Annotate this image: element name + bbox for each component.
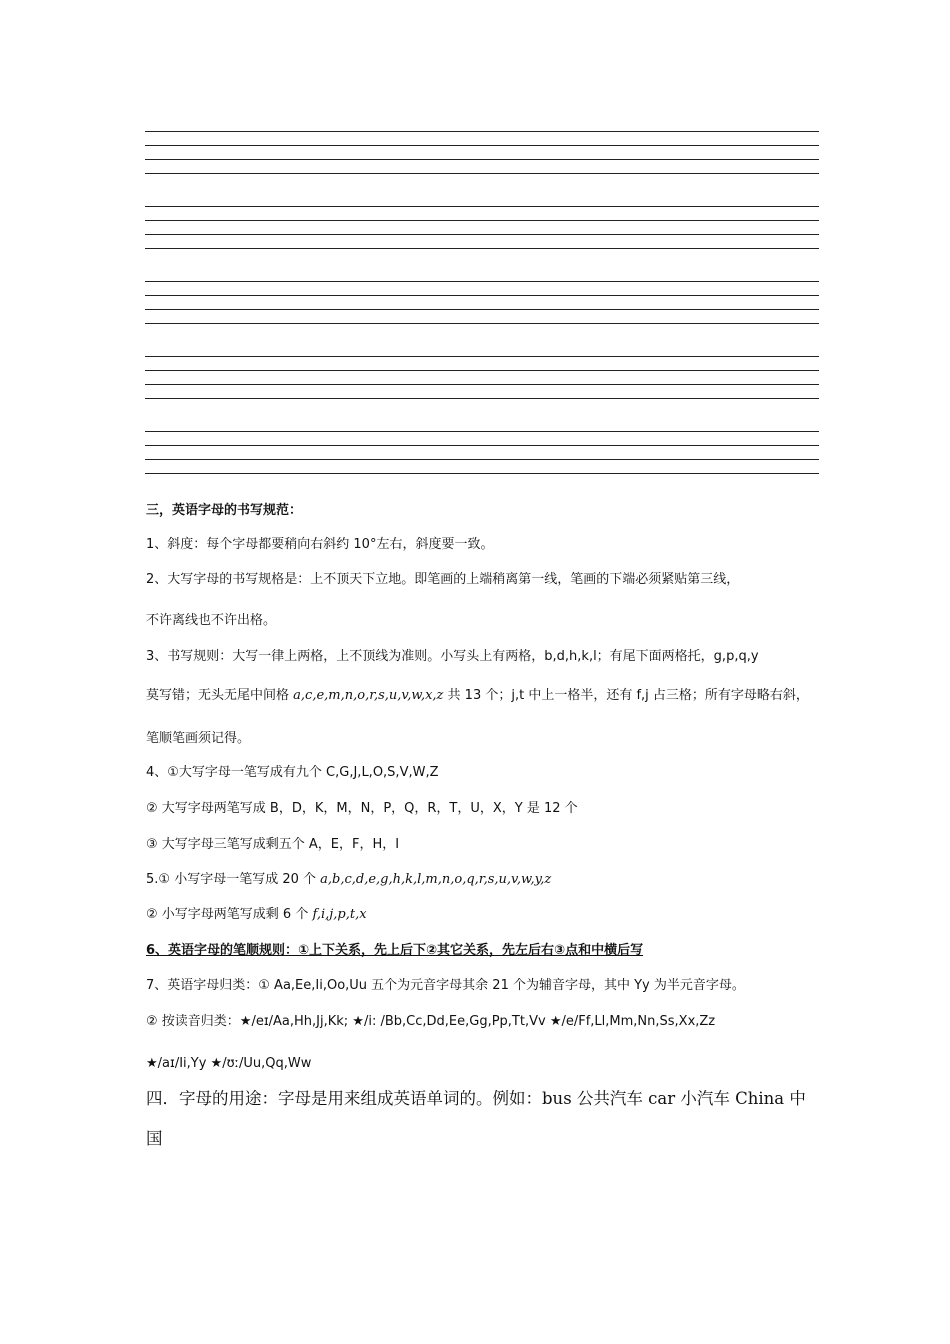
lower-one-stroke-letters: a,b,c,d,e,g,h,k,l,m,n,o,q,r,s,u,v,w,y,z xyxy=(320,872,552,887)
rule-1-slant: 1、斜度：每个字母都要稍向右斜约 10°左右，斜度要一致。 xyxy=(146,537,494,552)
rule-4-three-strokes: ③ 大写字母三笔写成剩五个 A，E，F，H，I xyxy=(146,837,400,852)
staff-5 xyxy=(145,429,819,475)
staff-3 xyxy=(145,279,819,325)
rule-3-writing-b-pre: 莫写错；无头无尾中间格 xyxy=(146,688,290,703)
section-4-line-2: 国 xyxy=(146,1129,163,1148)
rule-7-classification: 7、英语字母归类：① Aa,Ee,Ii,Oo,Uu 五个为元音字母其余 21 个为辅音字母，其中 Yy 为半元音字母。 xyxy=(146,978,745,993)
rule-6-stroke-order: 6、英语字母的笔顺规则：①上下关系，先上后下②其它关系，先左后右③点和中横后写 xyxy=(146,943,644,958)
middle-letters: a,c,e,m,n,o,r,s,u,v,w,x,z xyxy=(293,688,444,703)
lower-two-stroke-letters: f,i,j,p,t,x xyxy=(312,907,367,922)
staff-1 xyxy=(145,129,819,175)
staff-4 xyxy=(145,354,819,400)
writing-staves xyxy=(145,129,819,504)
rule-4-two-strokes: ② 大写字母两笔写成 B，D，K，M，N，P，Q，R，T，U，X，Y 是 12 个 xyxy=(146,801,578,816)
staff-2 xyxy=(145,204,819,250)
section-4-line-1: 四．字母的用途：字母是用来组成英语单词的。例如：bus 公共汽车 car 小汽车 China 中 xyxy=(146,1089,806,1108)
rule-2-uppercase-b: 不许离线也不许出格。 xyxy=(146,613,277,628)
rule-5a-pre: 5.① 小写字母一笔写成 20 个 xyxy=(146,872,316,887)
rule-7-pronunciation-b: ★/aɪ/Ii,Yy ★/ʊː/Uu,Qq,Ww xyxy=(146,1056,312,1071)
rule-5-lower-two-strokes xyxy=(146,906,367,924)
rule-3-writing-b-post: 共 13 个；j,t 中上一格半，还有 f,j 占三格；所有字母略右斜， xyxy=(447,688,809,703)
rule-5b-pre: ② 小写字母两笔写成剩 6 个 xyxy=(146,907,309,922)
rule-7-pronunciation-a: ② 按读音归类：★/eɪ/Aa,Hh,Jj,Kk; ★/i: /Bb,Cc,Dd,Ee,Gg,Pp,Tt,Vv ★/e/Ff,Ll,Mm,Nn,Ss,Xx,Zz xyxy=(146,1014,716,1029)
rule-4-one-stroke: 4、①大写字母一笔写成有九个 C,G,J,L,O,S,V,W,Z xyxy=(146,765,439,780)
rule-3-writing-b xyxy=(146,687,809,705)
rule-3-writing-c: 笔顺笔画须记得。 xyxy=(146,731,251,746)
section-3-heading: 三，英语字母的书写规范： xyxy=(146,503,303,518)
rule-5-lower-one-stroke xyxy=(146,871,551,889)
rule-2-uppercase-a: 2、大写字母的书写规格是：上不顶天下立地。即笔画的上端稍离第一线，笔画的下端必须紧贴第三线， xyxy=(146,572,740,587)
rule-3-writing-a: 3、书写规则：大写一律上两格，上不顶线为准则。小写头上有两格，b,d,h,k,l；有尾下面两格托，g,p,q,y xyxy=(146,649,759,664)
